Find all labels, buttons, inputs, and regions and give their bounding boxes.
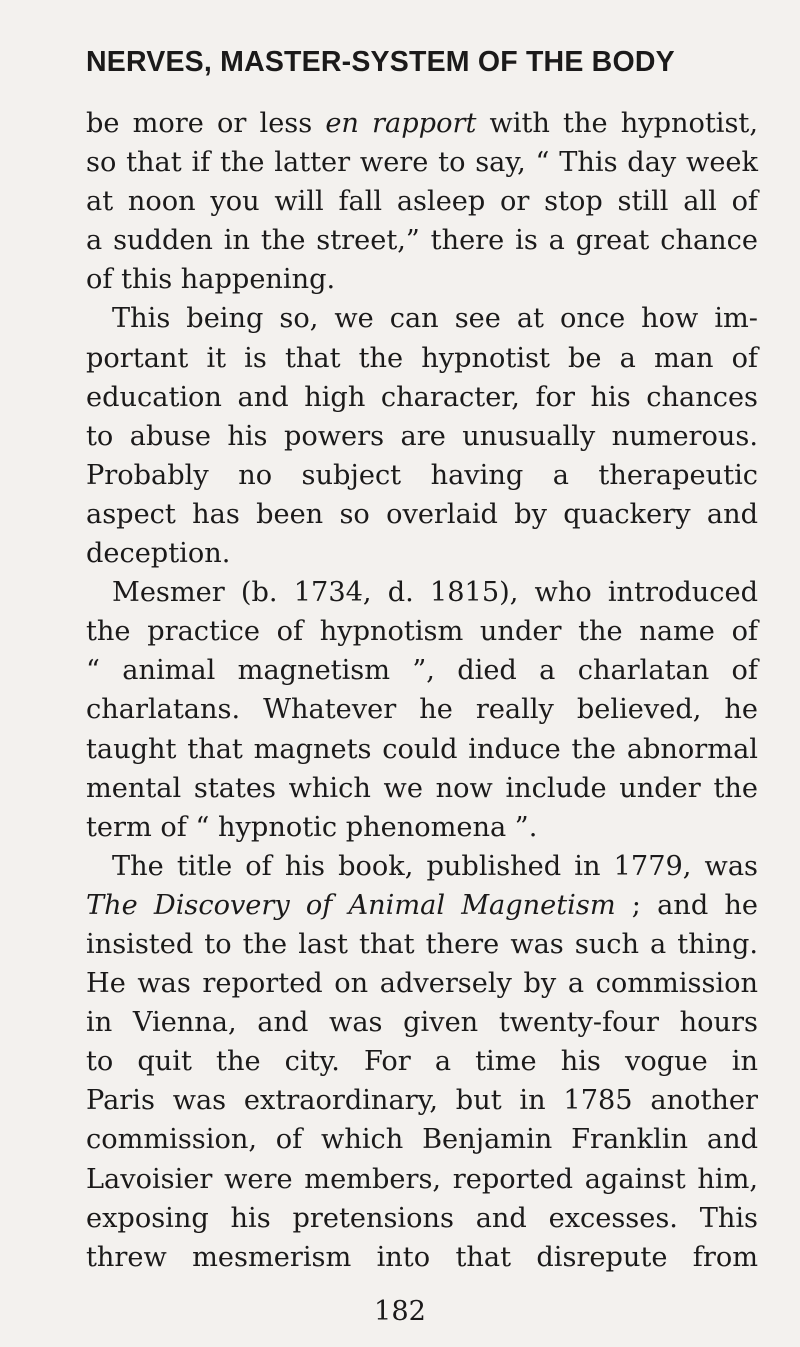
- text-segment: Probably no subject having a therapeutic: [86, 459, 758, 491]
- text-segment: to abuse his powers are unusually numerous.: [86, 420, 758, 452]
- text-line: [86, 769, 758, 808]
- italic-text: The Discovery of Animal Magnetism: [86, 889, 616, 921]
- text-line: [86, 964, 758, 1003]
- text-line: [86, 651, 758, 690]
- text-line: [86, 339, 758, 378]
- text-segment: deception.: [86, 538, 231, 570]
- text-line: [86, 1160, 758, 1199]
- text-segment: insisted to the last that there was such a thing.: [86, 928, 758, 960]
- text-segment: charlatans. Whatever he really believed, he: [86, 694, 758, 726]
- text-segment: ; and he: [615, 889, 758, 921]
- text-line: [86, 612, 758, 651]
- text-segment: to quit the city. For a time his vogue in: [86, 1046, 758, 1078]
- text-line: [86, 456, 758, 495]
- text-segment: commission, of which Benjamin Franklin and: [86, 1124, 758, 1156]
- text-line: [86, 534, 758, 573]
- text-segment: Lavoisier were members, reported against him,: [86, 1163, 758, 1195]
- text-line: [86, 495, 758, 534]
- text-line: [86, 1081, 758, 1120]
- text-line: [86, 1042, 758, 1081]
- running-head: NERVES, MASTER-SYSTEM OF THE BODY: [86, 46, 675, 78]
- text-line: [86, 1238, 758, 1277]
- text-segment: exposing his pretensions and excesses. This: [86, 1202, 758, 1234]
- text-segment: “ animal magnetism ”, died a charlatan of: [86, 655, 758, 687]
- text-segment: aspect has been so overlaid by quackery and: [86, 498, 758, 530]
- text-line: [86, 886, 758, 925]
- text-segment: This being so, we can see at once how im-: [112, 303, 758, 335]
- text-line: [86, 299, 758, 338]
- page-number: 182: [374, 1296, 426, 1327]
- text-line: [86, 690, 758, 729]
- text-line: [86, 573, 758, 612]
- text-segment: term of “ hypnotic phenomena ”.: [86, 811, 538, 843]
- italic-text: en rapport: [325, 108, 477, 139]
- text-line: [86, 182, 758, 221]
- text-segment: Paris was extraordinary, but in 1785 another: [86, 1085, 758, 1117]
- text-segment: He was reported on adversely by a commission: [86, 968, 758, 1000]
- text-segment: be more or less: [86, 108, 326, 139]
- text-line: [86, 1120, 758, 1159]
- text-segment: the practice of hypnotism under the name of: [86, 616, 758, 648]
- text-line: [86, 221, 758, 260]
- text-segment: threw mesmerism into that disrepute from: [86, 1241, 758, 1273]
- text-segment: education and high character, for his chances: [86, 381, 758, 413]
- text-segment: a sudden in the street,” there is a great chance: [86, 225, 758, 257]
- text-line: [86, 260, 758, 299]
- text-line: [86, 143, 758, 182]
- text-line: [86, 1003, 758, 1042]
- text-line: [86, 925, 758, 964]
- text-segment: at noon you will fall asleep or stop still all of: [86, 186, 758, 218]
- text-line: [86, 808, 758, 847]
- text-segment: The title of his book, published in 1779, was: [112, 850, 758, 882]
- text-segment: mental states which we now include under the: [86, 772, 758, 804]
- text-line: [86, 378, 758, 417]
- text-segment: portant it is that the hypnotist be a man of: [86, 342, 758, 374]
- body-text: [86, 104, 758, 1277]
- text-line: [86, 417, 758, 456]
- text-line: [86, 730, 758, 769]
- text-line: [86, 1199, 758, 1238]
- text-segment: with the hypnotist,: [476, 108, 758, 139]
- text-segment: Mesmer (b. 1734, d. 1815), who introduced: [112, 577, 758, 609]
- text-segment: in Vienna, and was given twenty-four hours: [86, 1007, 758, 1039]
- text-segment: taught that magnets could induce the abnormal: [86, 733, 758, 765]
- text-line: [86, 104, 758, 143]
- text-segment: of this happening.: [86, 264, 336, 296]
- text-line: [86, 847, 758, 886]
- text-segment: so that if the latter were to say, “ This day week: [86, 147, 758, 179]
